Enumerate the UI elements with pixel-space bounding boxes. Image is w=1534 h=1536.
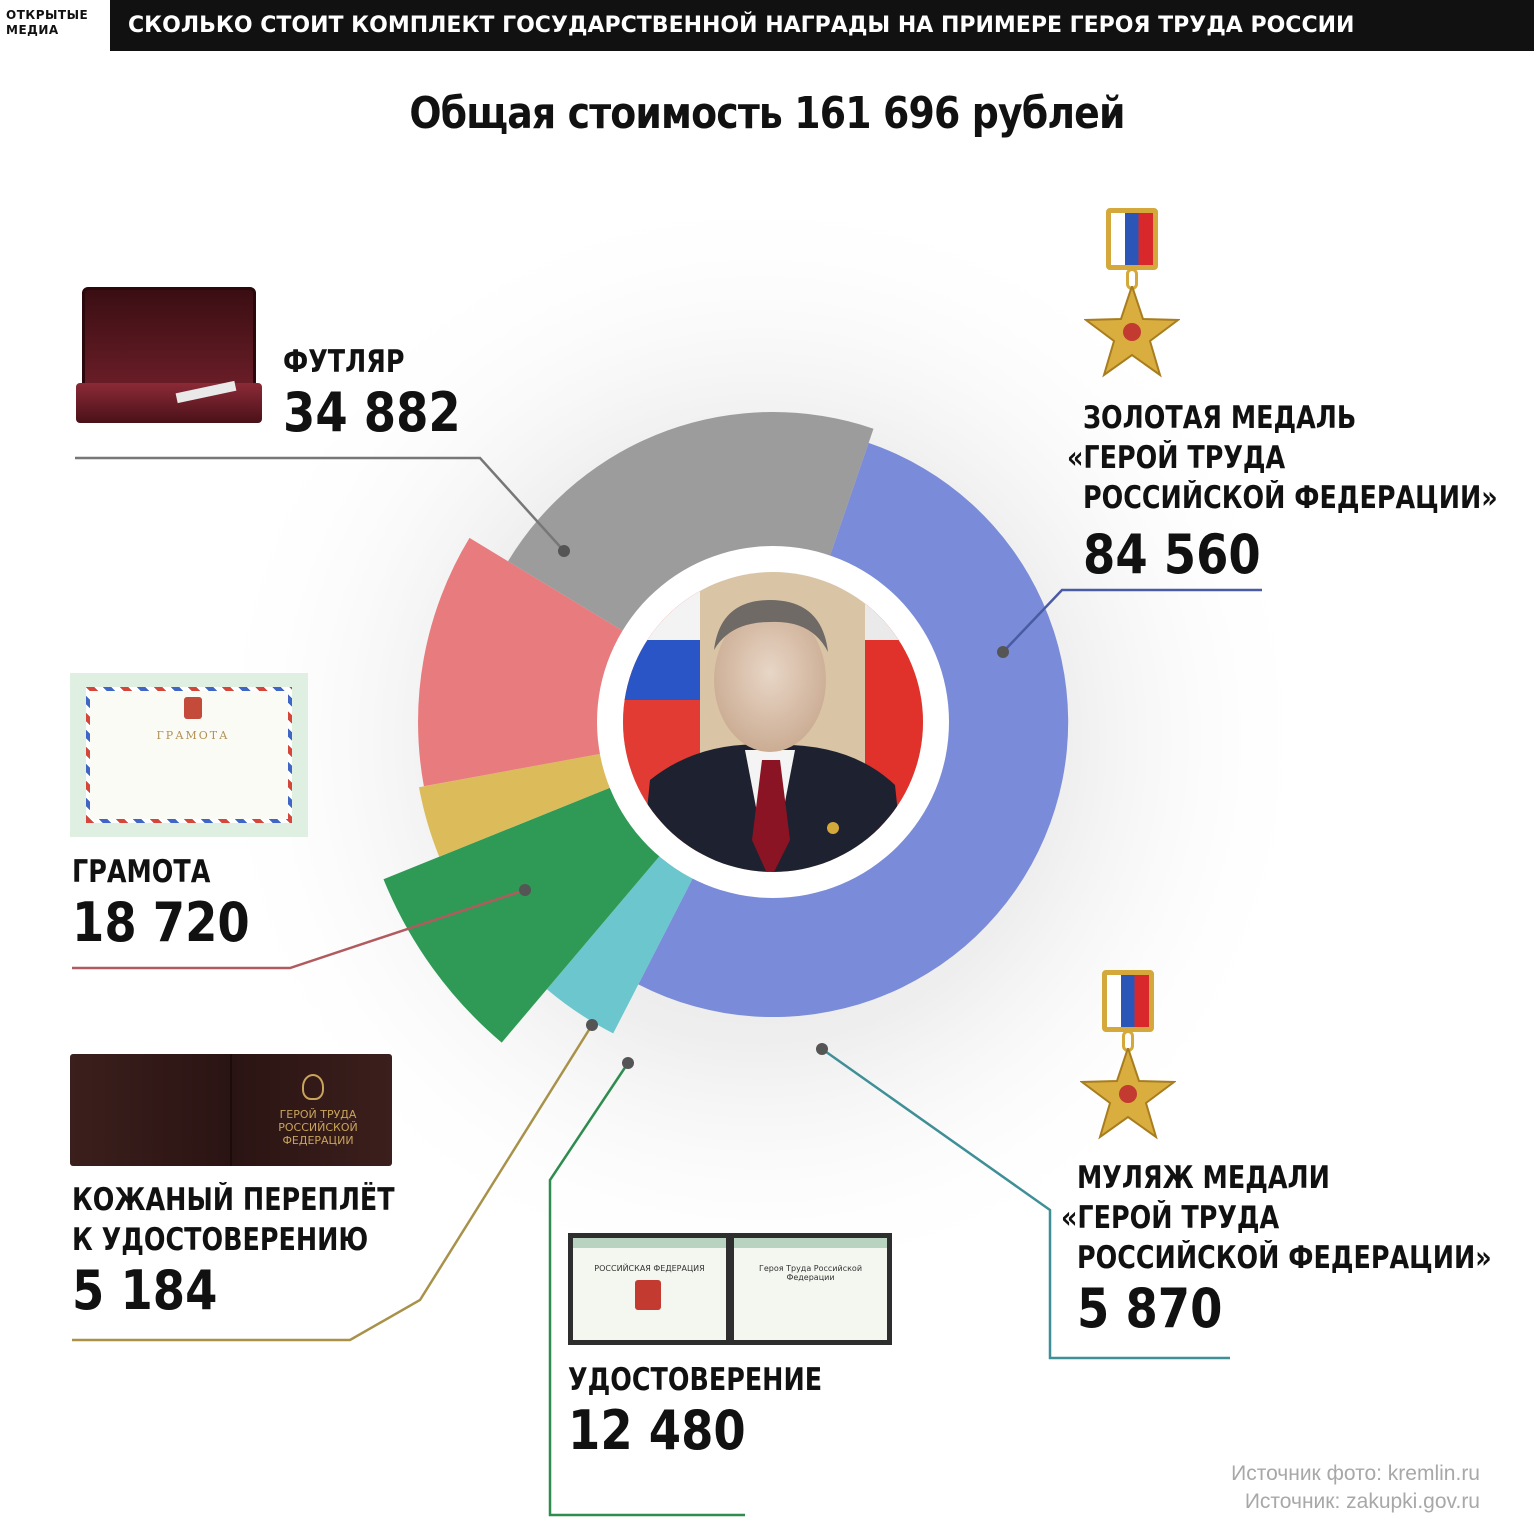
certificate-image	[568, 1233, 892, 1345]
label-case-value: 34 882	[283, 381, 461, 444]
label-binder-name-2: К УДОСТОВЕРЕНИЮ	[72, 1222, 369, 1258]
label-dummy-name-3: РОССИЙСКОЙ ФЕДЕРАЦИИ»	[1077, 1240, 1492, 1276]
label-binder-value: 5 184	[72, 1259, 218, 1322]
label-dummy-value: 5 870	[1077, 1277, 1223, 1340]
leader-dot-gramota	[519, 884, 531, 896]
gold-medal-image	[1084, 208, 1180, 378]
label-medal-name-2: «ГЕРОЙ ТРУДА	[1067, 440, 1286, 476]
label-binder	[72, 1180, 465, 1322]
label-dummy-name-2: «ГЕРОЙ ТРУДА	[1061, 1200, 1280, 1236]
label-certificate	[568, 1360, 878, 1462]
source-photo: Источник фото: kremlin.ru	[1231, 1462, 1480, 1485]
leader-dot-medal	[997, 646, 1009, 658]
leader-dot-dummy	[816, 1043, 828, 1055]
brand-line-2: МЕДИА	[6, 23, 59, 37]
label-dummy-name-1: МУЛЯЖ МЕДАЛИ	[1077, 1160, 1330, 1196]
source-data: Источник: zakupki.gov.ru	[1244, 1490, 1480, 1513]
header-title: СКОЛЬКО СТОИТ КОМПЛЕКТ ГОСУДАРСТВЕННОЙ НАГРАДЫ НА ПРИМЕРЕ ГЕРОЯ ТРУДА РОССИИ	[110, 0, 1534, 51]
gramota-image	[70, 673, 308, 837]
brand-line-1: ОТКРЫТЫЕ	[6, 8, 89, 22]
dummy-medal-image	[1080, 970, 1176, 1140]
label-case-name: ФУТЛЯР	[283, 344, 405, 380]
certificate-left-text: РОССИЙСКАЯ ФЕДЕРАЦИЯ	[594, 1264, 705, 1273]
label-certificate-value: 12 480	[568, 1399, 746, 1462]
label-gramota-name: ГРАМОТА	[72, 854, 211, 890]
label-gramota-value: 18 720	[72, 891, 250, 954]
label-medal-value: 84 560	[1083, 523, 1261, 586]
certificate-right-text: Героя Труда Российской Федерации	[758, 1264, 863, 1282]
total-cost-title: Общая стоимость 161 696 рублей	[409, 88, 1125, 139]
label-certificate-name: УДОСТОВЕРЕНИЕ	[568, 1362, 823, 1398]
portrait-photo	[597, 546, 949, 898]
gold-star-icon	[1084, 286, 1180, 378]
ribbon-icon	[1106, 208, 1158, 270]
coat-of-arms-icon	[184, 697, 202, 719]
gramota-image-title: ГРАМОТА	[156, 729, 230, 742]
label-medal	[1067, 398, 1534, 586]
leader-dot-case	[558, 545, 570, 557]
label-binder-name-1: КОЖАНЫЙ ПЕРЕПЛЁТ	[72, 1182, 395, 1218]
label-dummy	[1061, 1158, 1534, 1340]
binder-image-text: ГЕРОЙ ТРУДА РОССИЙСКОЙ ФЕДЕРАЦИИ	[278, 1108, 358, 1147]
leader-dot-certificate	[622, 1057, 634, 1069]
label-medal-name-1: ЗОЛОТАЯ МЕДАЛЬ	[1083, 400, 1357, 436]
case-image	[76, 287, 262, 437]
coat-of-arms-icon	[635, 1280, 661, 1310]
label-case	[283, 342, 490, 444]
label-gramota	[72, 852, 279, 954]
gold-star-icon	[1080, 1048, 1176, 1140]
leader-dot-binder	[586, 1019, 598, 1031]
label-medal-name-3: РОССИЙСКОЙ ФЕДЕРАЦИИ»	[1083, 480, 1498, 516]
eagle-emblem-icon	[302, 1074, 324, 1100]
binder-image	[70, 1054, 392, 1166]
ribbon-icon	[1102, 970, 1154, 1032]
